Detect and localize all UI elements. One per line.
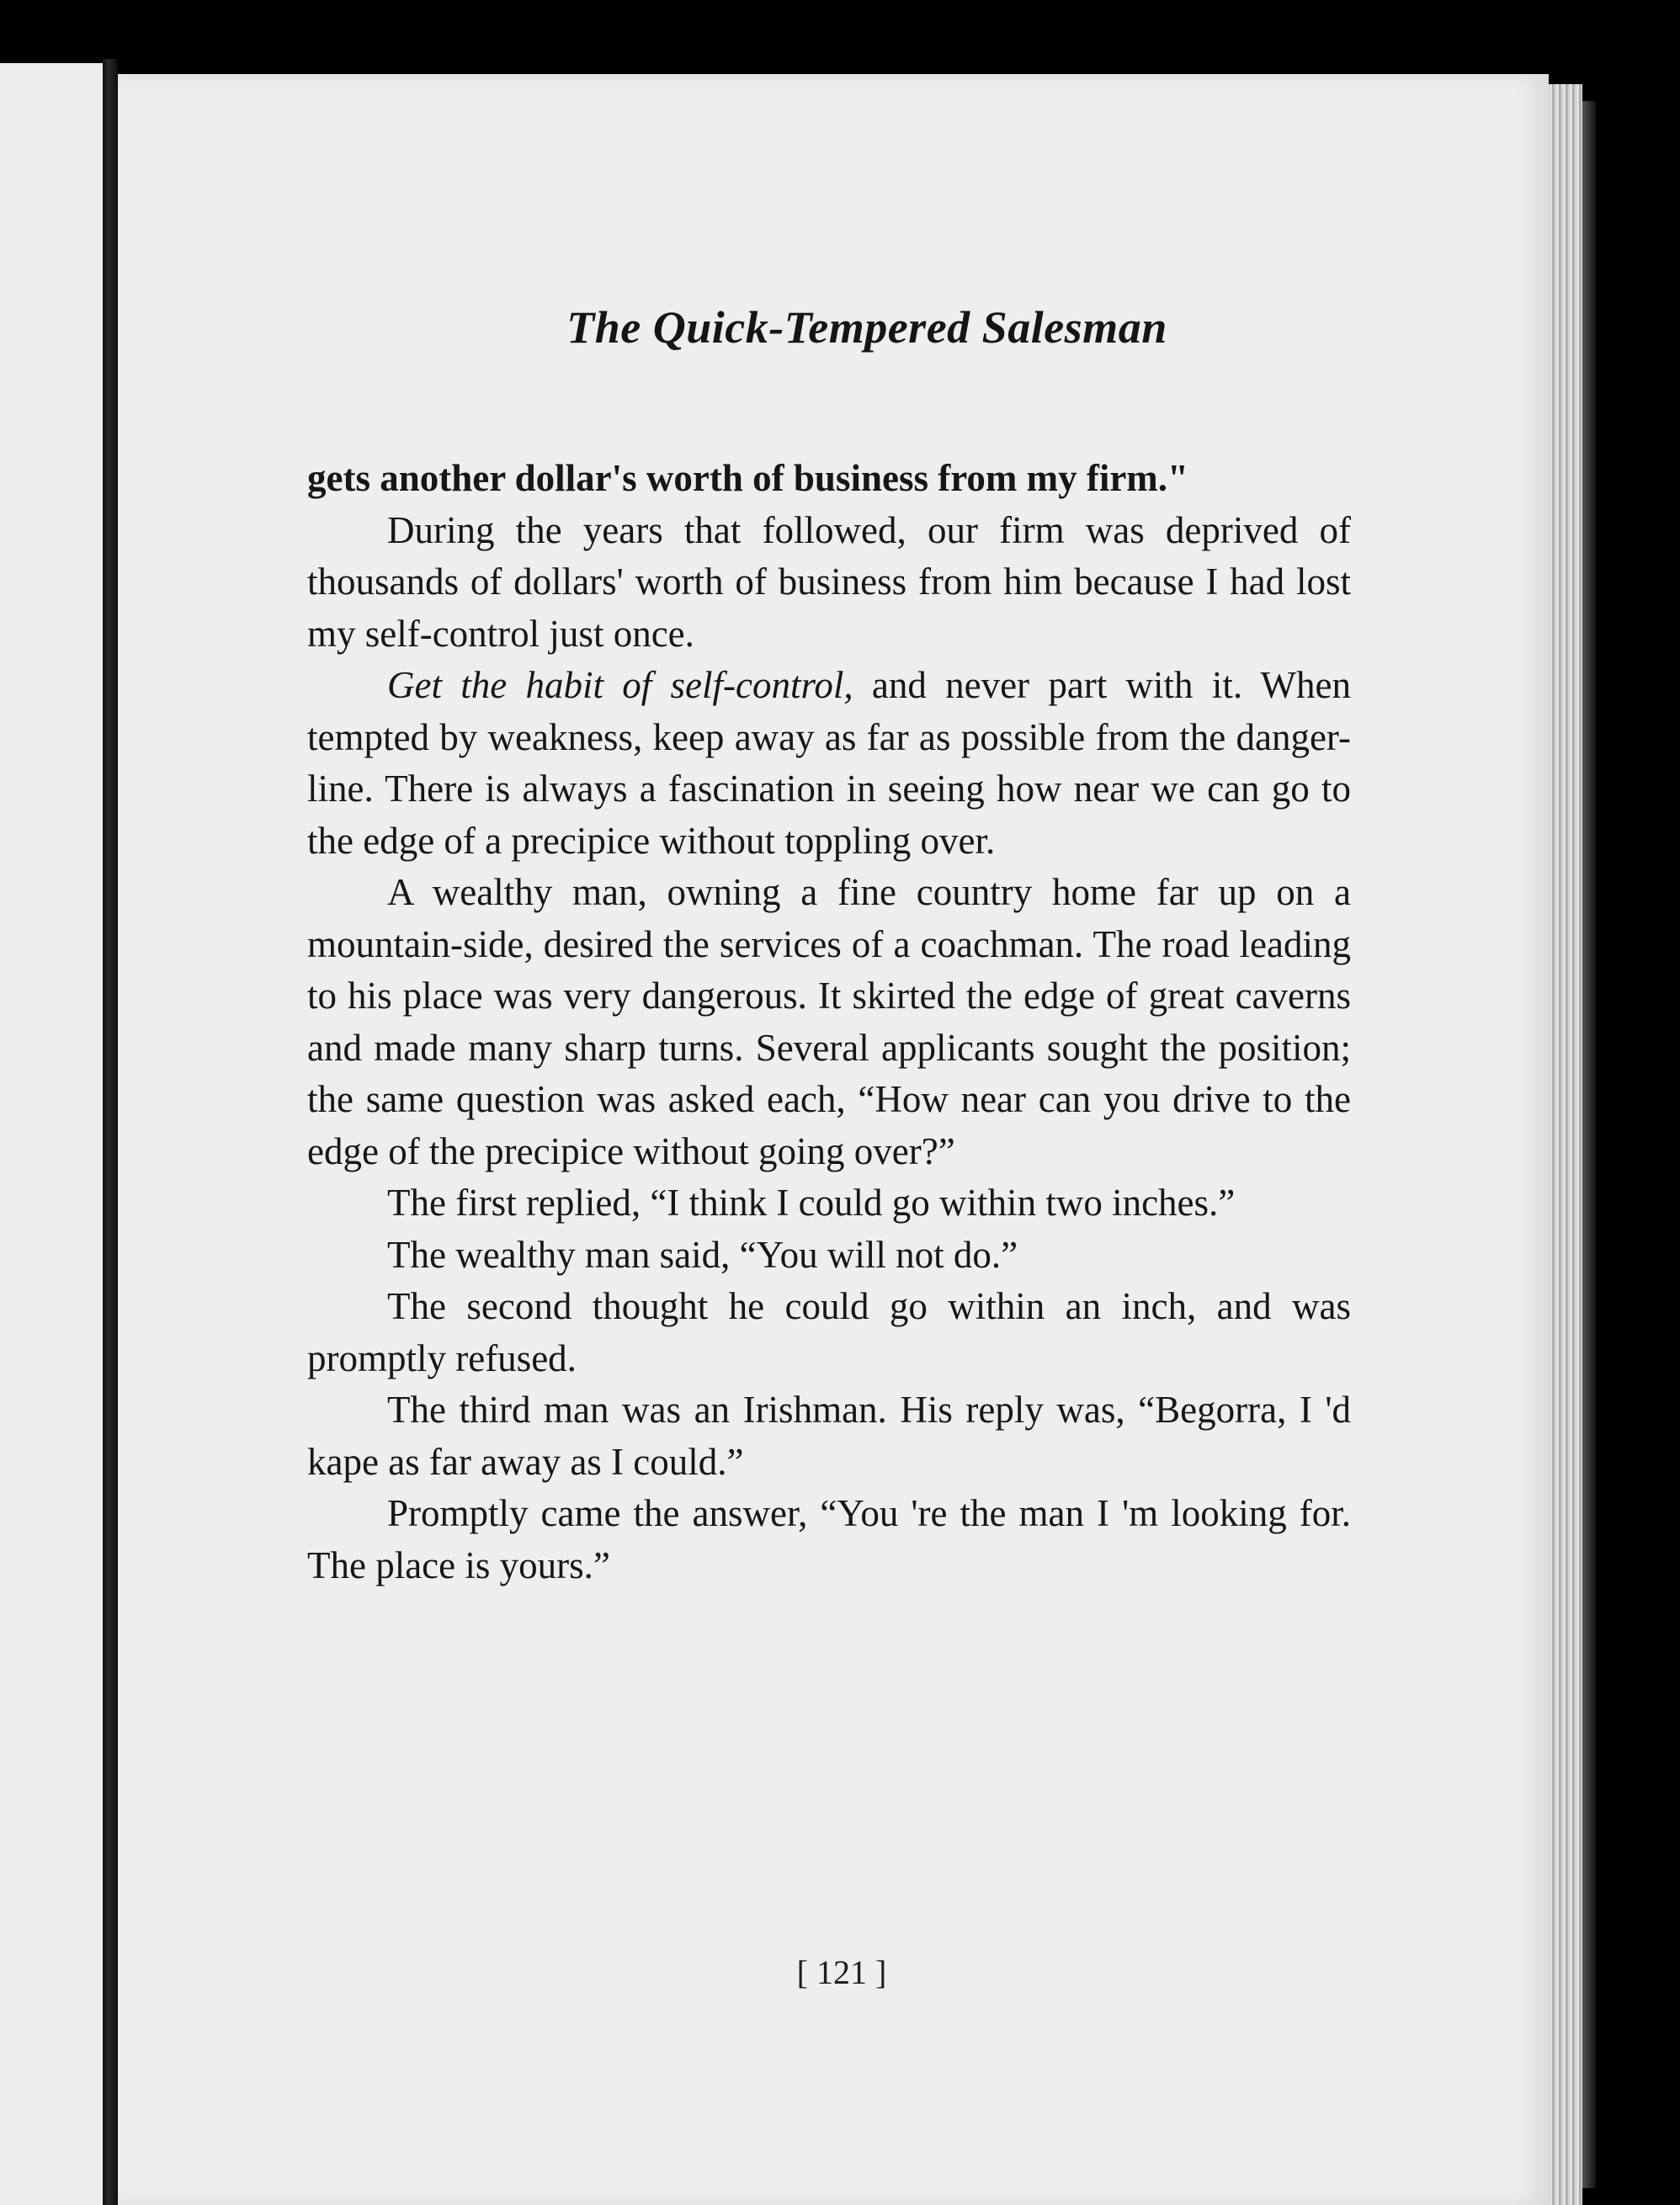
paragraph-5 (307, 1177, 1351, 1230)
page-number: [ 121 ] (796, 1953, 887, 1991)
paragraph-6 (307, 1230, 1351, 1282)
page-edges (1549, 84, 1582, 2205)
facing-page (0, 63, 103, 2205)
paragraph-text: During the years that followed, our firm was deprived of thousands of dollars' worth of business from him because I had lost my self-control just once. (307, 508, 1351, 655)
paragraph-text: Promptly came the answer, “You 're the man I 'm looking for. The place is yours.” (307, 1492, 1351, 1586)
paragraph-2 (307, 505, 1351, 661)
paragraph-text: gets another dollar's worth of business from my firm." (307, 457, 1189, 499)
italic-phrase: Get the habit of self-control, (387, 664, 853, 706)
body-text (307, 453, 1351, 1591)
paragraph-4 (307, 867, 1351, 1177)
paragraph-text: The third man was an Irishman. His reply was, “Begorra, I 'd kape as far away as I could.” (307, 1389, 1351, 1483)
paragraph-text-rest: and never part with it. When tempted by weakness, keep away as far as possible from the danger-line. There is always a fascination in seeing how near we can go to the edge of a precipice without toppling over. (307, 664, 1351, 862)
book-cover-edge (1582, 101, 1596, 2188)
paragraph-text: The wealthy man said, “You will not do.” (387, 1233, 1018, 1276)
book-page (118, 74, 1549, 2205)
paragraph-text: The first replied, “I think I could go within two inches.” (387, 1182, 1236, 1224)
paragraph-text: A wealthy man, owning a fine country home far up on a mountain-side, desired the services of a coachman. The road leading to his place was very dangerous. It skirted the edge of great caverns and made many sharp turns. Several applicants sought the position; the same question was asked each, “How near can you drive to the edge of the precipice without going over?” (307, 871, 1351, 1172)
paragraph-text: The second thought he could go within an inch, and was promptly refused. (307, 1285, 1351, 1379)
book-gutter (103, 59, 118, 2205)
paragraph-3 (307, 660, 1351, 867)
paragraph-7 (307, 1281, 1351, 1384)
running-head: The Quick-Tempered Salesman (566, 302, 1167, 353)
paragraph-9 (307, 1488, 1351, 1591)
paragraph-8 (307, 1384, 1351, 1488)
paragraph-1 (307, 453, 1351, 505)
